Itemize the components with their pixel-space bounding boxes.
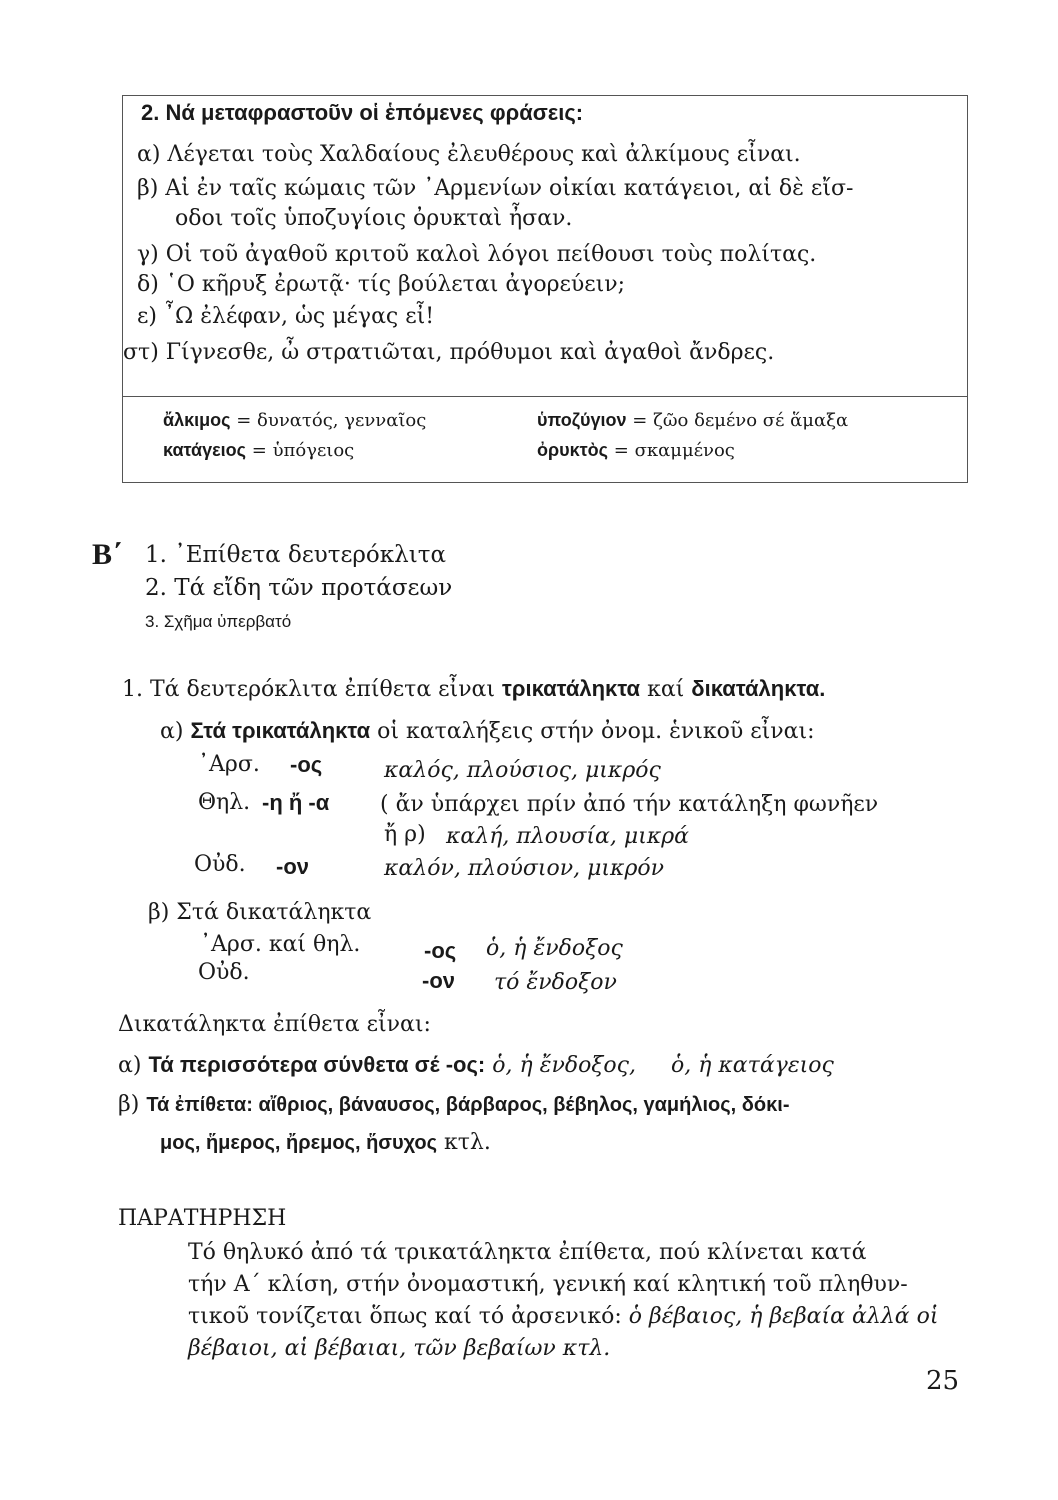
note-line: τήν Α΄ κλίση, στήν ὀνομαστική, γενική καί κλητική τοῦ πληθυν- (188, 1272, 908, 1297)
di-item-b-cont (160, 1130, 491, 1155)
di-item-a-ex2: ὁ, ἡ κατάγειος (670, 1053, 834, 1078)
glossary-term: ἄλκιμος (163, 410, 231, 430)
tri-heading (160, 718, 815, 744)
tri-bold: Στά τρικατάληκτα (190, 718, 371, 743)
toc-item: 3. Σχῆμα ὑπερβατό (145, 612, 292, 631)
tri-examples: καλόν, πλούσιον, μικρόν (384, 856, 665, 881)
intro-line (122, 676, 825, 702)
intro-bold-di: δικατάληκτα. (691, 676, 826, 701)
intro-bold-tri: τρικατάληκτα (502, 676, 641, 701)
di-heading: β) Στά δικατάληκτα (148, 900, 372, 925)
exercise-line: στ) Γίγνεσθε, ὦ στρατιῶται, πρόθυμοι καὶ ἀγαθοὶ ἄνδρες. (123, 340, 775, 365)
section-mark: Β΄ (92, 538, 122, 571)
exercise-box (122, 95, 968, 483)
di-examples: τό ἔνδοξον (494, 970, 617, 995)
di-item-a (118, 1052, 834, 1078)
note-line4: βέβαιοι, αἱ βέβαιαι, τῶν βεβαίων κτλ. (188, 1336, 611, 1361)
di-list-heading: Δικατάληκτα ἐπίθετα εἶναι: (118, 1012, 431, 1037)
page-number: 25 (926, 1366, 960, 1396)
glossary-sep: = (236, 410, 252, 431)
di-gender: ᾿Αρσ. καί θηλ. (200, 932, 361, 957)
toc-item: 1. ᾿Επίθετα δευτερόκλιτα (145, 542, 446, 568)
glossary-meaning: ὑπόγειος (272, 440, 355, 461)
tri-ending: -ον (276, 854, 309, 879)
glossary-sep: = (632, 410, 648, 431)
exercise-line: οδοι τοῖς ὑποζυγίοις ὀρυκταὶ ἦσαν. (175, 206, 573, 231)
glossary-sep: = (251, 440, 267, 461)
exercise-line: α) Λέγεται τοὺς Χαλδαίους ἐλευθέρους καὶ ἀλκίμους εἶναι. (137, 142, 801, 167)
tri-examples-plain: ἤ ρ) (384, 822, 426, 847)
toc-item: 2. Τά εἴδη τῶν προτάσεων (145, 575, 453, 601)
tri-examples: καλός, πλούσιος, μικρός (384, 758, 661, 783)
exercise-title: 2. Νά μεταφραστοῦν οἱ ἑπόμενες φράσεις: (141, 100, 584, 125)
tri-label: α) (160, 719, 184, 744)
tri-examples: καλή, πλουσία, μικρά (446, 824, 690, 849)
glossary-meaning: ζῶο δεμένο σέ ἅμαξα (653, 410, 849, 431)
di-examples: ὁ, ἡ ἔνδοξος (486, 936, 623, 961)
glossary-meaning: σκαμμένος (634, 440, 735, 461)
di-gender: Οὐδ. (198, 960, 250, 985)
exercise-line: ε) ῏Ω ἐλέφαν, ὡς μέγας εἶ! (137, 304, 435, 329)
glossary-term: ὀρυκτὸς (537, 440, 609, 460)
di-item-b-line1: Τά ἐπίθετα: αἴθριος, βάναυσος, βάρβαρος, βέβηλος, γαμήλιος, δόκι- (146, 1094, 790, 1116)
exercise-line: γ) Οἱ τοῦ ἀγαθοῦ κριτοῦ καλοὶ λόγοι πείθουσι τοὺς πολίτας. (137, 242, 817, 267)
glossary-meaning: δυνατός, γενναῖος (257, 410, 427, 431)
note-title: ΠΑΡΑΤΗΡΗΣΗ (118, 1206, 287, 1231)
tri-examples: ( ἄν ὑπάρχει πρίν ἀπό τήν κατάληξη φωνῆεν (380, 792, 879, 817)
di-ending: -ον (422, 968, 455, 993)
di-item-b (118, 1092, 789, 1117)
box-divider (123, 396, 967, 397)
glossary-entry (537, 440, 735, 461)
di-item-a-label: α) (118, 1053, 142, 1078)
exercise-line: δ) ῾Ο κῆρυξ ἐρωτᾷ· τίς βούλεται ἀγορεύειν; (137, 272, 626, 297)
tri-rest: οἱ καταλήξεις στήν ὀνομ. ἑνικοῦ εἶναι: (377, 719, 815, 744)
di-item-b-line2-bold: μος, ἥμερος, ἤρεμος, ἥσυχος (160, 1132, 438, 1154)
intro-mid: καί (647, 677, 685, 702)
glossary-entry (163, 440, 354, 461)
di-item-b-line2-rest: κτλ. (444, 1130, 491, 1155)
tri-gender: Θηλ. (198, 790, 251, 815)
di-ending: -ος (424, 938, 457, 963)
glossary-term: κατάγειος (163, 440, 247, 460)
glossary-entry (537, 410, 848, 431)
note-line3-italic: ὁ βέβαιος, ἡ βεβαία ἀλλά οἱ (628, 1304, 939, 1329)
di-item-b-label: β) (118, 1092, 140, 1117)
di-item-a-bold: Τά περισσότερα σύνθετα σέ -ος: (148, 1052, 486, 1077)
glossary-sep: = (613, 440, 629, 461)
note-line (188, 1304, 938, 1329)
glossary-term: ὑποζύγιον (537, 410, 627, 430)
di-item-a-ex1: ὁ, ἡ ἔνδοξος, (492, 1053, 636, 1078)
note-line3-plain: τικοῦ τονίζεται ὅπως καί τό ἀρσενικό: (188, 1304, 622, 1329)
tri-ending: -η ἤ -α (262, 790, 330, 815)
intro-prefix: 1. Τά δευτερόκλιτα ἐπίθετα εἶναι (122, 677, 496, 702)
tri-ending: -ος (290, 752, 323, 777)
glossary-entry (163, 410, 426, 431)
tri-gender: Οὐδ. (194, 852, 246, 877)
tri-gender: ᾿Αρσ. (198, 752, 260, 777)
note-line: Τό θηλυκό ἀπό τά τρικατάληκτα ἐπίθετα, πού κλίνεται κατά (188, 1240, 867, 1265)
exercise-line: β) Αἱ ἐν ταῖς κώμαις τῶν ᾿Αρμενίων οἰκίαι κατάγειοι, αἱ δὲ εἴσ- (137, 176, 854, 201)
